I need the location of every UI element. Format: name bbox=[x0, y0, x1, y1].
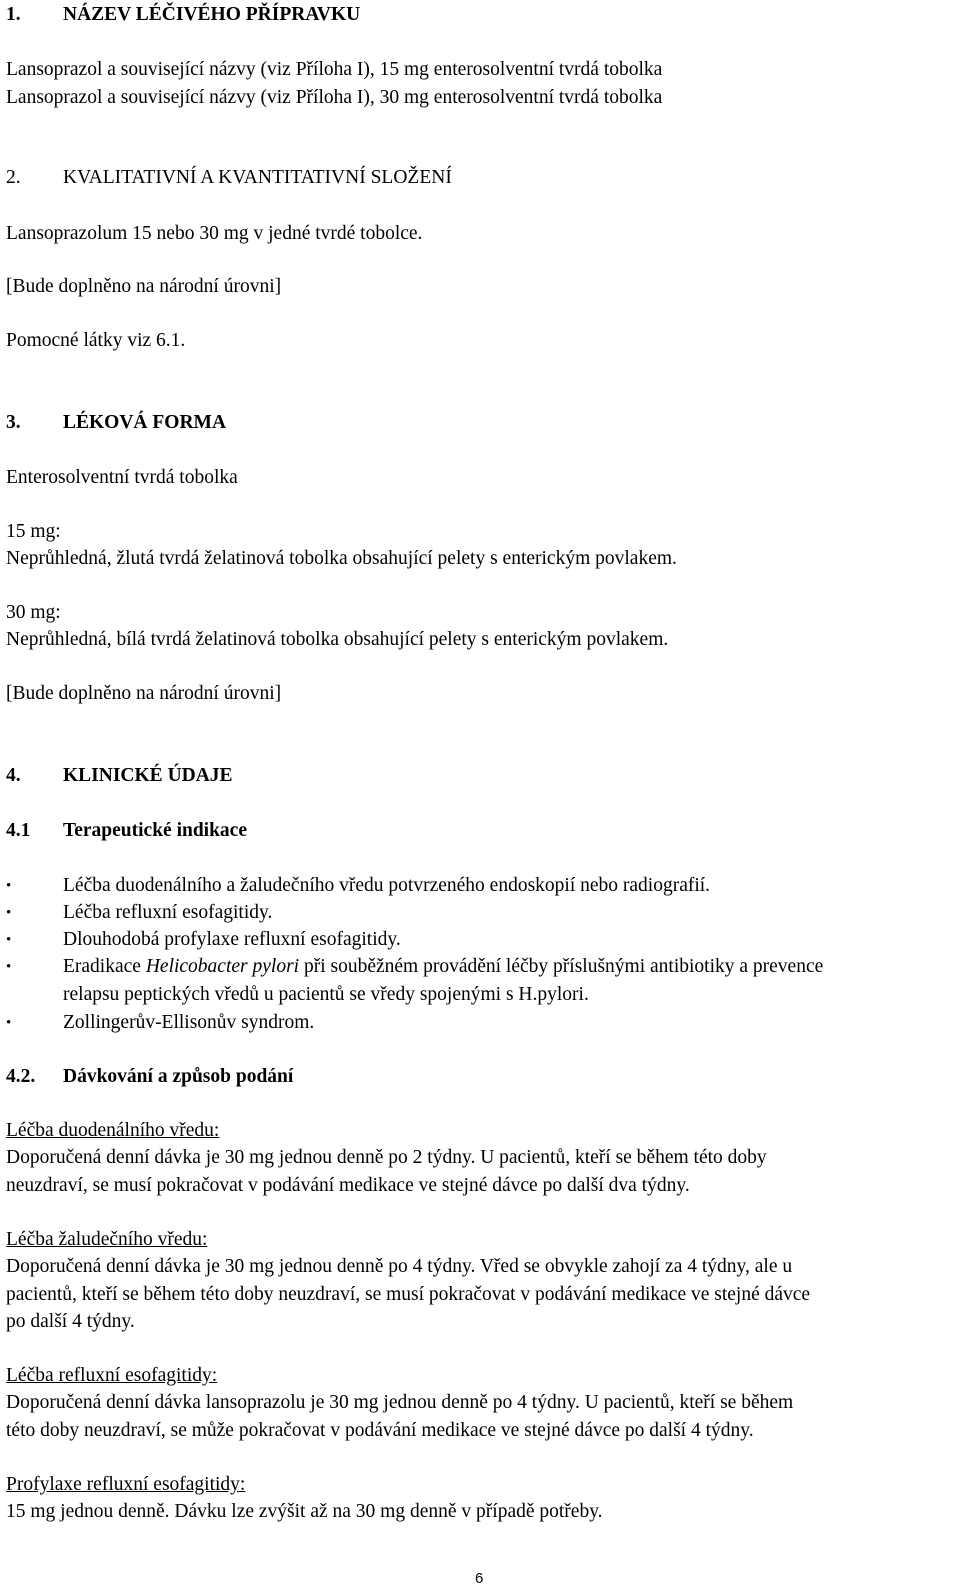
paragraph-line: pacientů, kteří se během této doby neuzdraví, se musí pokračovat v podávání medikace ve stejné dávce bbox=[6, 1284, 811, 1305]
product-name-15mg: Lansoprazol a související názvy (viz Příloha I), 15 mg enterosolventní tvrdá tobolka bbox=[6, 59, 663, 80]
subheading-duodenal: Léčba duodenálního vředu: bbox=[6, 1120, 220, 1141]
subheading-reflux: Léčba refluxní esofagitidy: bbox=[6, 1365, 218, 1386]
list-item-text: Zollingerův-Ellisonův syndrom. bbox=[63, 1012, 315, 1033]
section-title: Dávkování a způsob podání bbox=[63, 1066, 294, 1087]
page-number: 6 bbox=[475, 1570, 484, 1587]
section-4-heading bbox=[6, 762, 233, 790]
section-2-heading bbox=[6, 164, 452, 192]
national-placeholder: [Bude doplněno na národní úrovni] bbox=[6, 683, 282, 704]
bullet-icon: • bbox=[6, 878, 12, 894]
national-placeholder: [Bude doplněno na národní úrovni] bbox=[6, 276, 282, 297]
list-item-text: Dlouhodobá profylaxe refluxní esofagitidy. bbox=[63, 929, 401, 950]
text-run: při souběžném provádění léčby příslušnými antibiotiky a prevence bbox=[299, 956, 824, 977]
list-item-text: Léčba duodenálního a žaludečního vředu potvrzeného endoskopií nebo radiografií. bbox=[63, 875, 711, 896]
organism-name: Helicobacter pylori bbox=[145, 956, 300, 977]
paragraph-line: po další 4 týdny. bbox=[6, 1311, 135, 1332]
list-item-text: relapsu peptických vředů u pacientů se vředy spojenými s H.pylori. bbox=[63, 984, 589, 1005]
form-15mg-desc: Neprůhledná, žlutá tvrdá želatinová tobolka obsahující pelety s enterickým povlakem. bbox=[6, 548, 677, 569]
form-15mg-label: 15 mg: bbox=[6, 521, 61, 542]
excipients-text: Pomocné látky viz 6.1. bbox=[6, 330, 186, 351]
composition-text: Lansoprazolum 15 nebo 30 mg v jedné tvrdé tobolce. bbox=[6, 223, 423, 244]
section-title: LÉKOVÁ FORMA bbox=[63, 412, 227, 433]
section-number: 4.2. bbox=[6, 1066, 36, 1087]
dosage-form-text: Enterosolventní tvrdá tobolka bbox=[6, 467, 238, 488]
section-title: NÁZEV LÉČIVÉHO PŘÍPRAVKU bbox=[63, 4, 361, 25]
section-number: 2. bbox=[6, 167, 21, 188]
text-run: Eradikace bbox=[63, 956, 146, 977]
section-number: 3. bbox=[6, 412, 21, 433]
section-title: KLINICKÉ ÚDAJE bbox=[63, 765, 233, 786]
product-name-30mg: Lansoprazol a související názvy (viz Příloha I), 30 mg enterosolventní tvrdá tobolka bbox=[6, 87, 663, 108]
section-4-2-heading bbox=[6, 1063, 293, 1091]
paragraph-line: neuzdraví, se musí pokračovat v podávání medikace ve stejné dávce po další dva týdny. bbox=[6, 1175, 690, 1196]
section-1-heading bbox=[6, 1, 360, 29]
subheading-prophylaxis: Profylaxe refluxní esofagitidy: bbox=[6, 1474, 246, 1495]
form-30mg-desc: Neprůhledná, bílá tvrdá želatinová tobolka obsahující pelety s enterickým povlakem. bbox=[6, 629, 669, 650]
bullet-icon: • bbox=[6, 932, 12, 948]
section-number: 4.1 bbox=[6, 820, 31, 841]
subheading-gastric: Léčba žaludečního vředu: bbox=[6, 1229, 208, 1250]
section-4-1-heading bbox=[6, 817, 247, 845]
bullet-icon: • bbox=[6, 1015, 12, 1031]
paragraph-line: 15 mg jednou denně. Dávku lze zvýšit až na 30 mg denně v případě potřeby. bbox=[6, 1501, 603, 1522]
section-number: 4. bbox=[6, 765, 21, 786]
section-title: Terapeutické indikace bbox=[63, 820, 247, 841]
section-number: 1. bbox=[6, 4, 21, 25]
list-item-text: Léčba refluxní esofagitidy. bbox=[63, 902, 273, 923]
list-item-text bbox=[63, 953, 823, 981]
bullet-icon: • bbox=[6, 905, 12, 921]
paragraph-line: Doporučená denní dávka lansoprazolu je 30 mg jednou denně po 4 týdny. U pacientů, kteří se během bbox=[6, 1392, 794, 1413]
section-title: KVALITATIVNÍ A KVANTITATIVNÍ SLOŽENÍ bbox=[63, 167, 452, 188]
section-3-heading bbox=[6, 409, 226, 437]
form-30mg-label: 30 mg: bbox=[6, 602, 61, 623]
bullet-icon: • bbox=[6, 959, 12, 975]
paragraph-line: Doporučená denní dávka je 30 mg jednou denně po 4 týdny. Vřed se obvykle zahojí za 4 týdny, ale u bbox=[6, 1256, 793, 1277]
paragraph-line: této doby neuzdraví, se může pokračovat v podávání medikace ve stejné dávce po další 4 týdny. bbox=[6, 1420, 754, 1441]
paragraph-line: Doporučená denní dávka je 30 mg jednou denně po 2 týdny. U pacientů, kteří se během této doby bbox=[6, 1147, 767, 1168]
